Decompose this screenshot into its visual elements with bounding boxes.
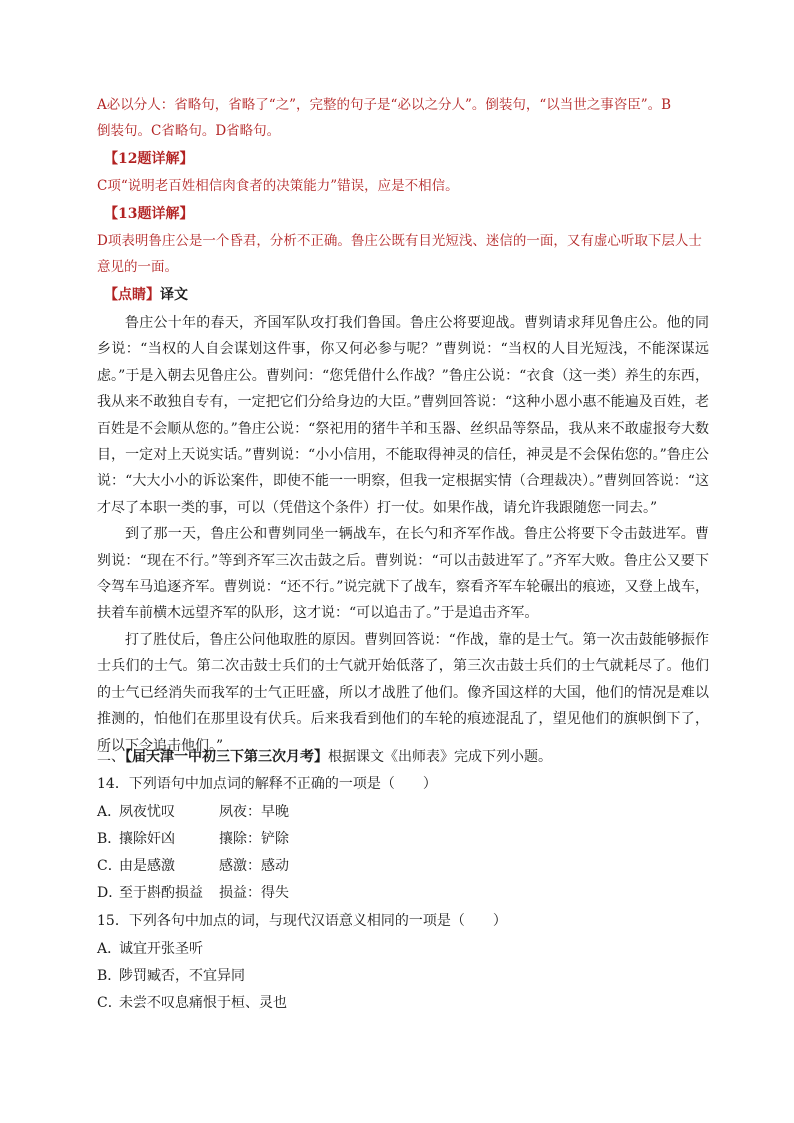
q14-option-c [97,857,289,875]
section-2-source: 【届天津一中初三下第三次月考】 [125,749,328,765]
translation-block [97,310,709,759]
q14-stem: 14．下列语句中加点词的解释不正确的一项是（ ） [97,776,437,792]
option-phrase: 攘除奸凶 [119,831,175,847]
option-text: 诚宜开张圣听 [119,941,203,957]
option-label: C． [97,995,122,1011]
q15-stem: 15．下列各句中加点的词，与现代汉语意义相同的一项是（ ） [97,913,507,929]
dianjing-heading: 【点睛】译文 [104,287,188,303]
translation-paragraph-1: 鲁庄公十年的春天，齐国军队攻打我们鲁国。鲁庄公将要迎战。曹刿请求拜见鲁庄公。他的同乡说：“当权的人自会谋划这件事，你又何必参与呢？”曹刿说：“当权的人目光短浅，不能深谋远虑。”于是入朝去见鲁庄公。曹刿问：“您凭借什么作战？”鲁庄公说：“衣食（这一类）养生的东西，我从来不敢独自专有，一定把它们分给身边的大臣。”曹刿回答说：“这种小恩小惠不能遍及百姓，老百姓是不会顺从您的。”鲁庄公说：“祭祀用的猪牛羊和玉器、丝织品等祭品，我从来不敢虚报夸大数目，一定对上天说实话。”曹刿说：“小小信用，不能取得神灵的信任，神灵是不会保佑您的。”鲁庄公说：“大大小小的诉讼案件，即使不能一一明察，但我一定根据实情（合理裁决）。”曹刿回答说：“这才尽了本职一类的事，可以（凭借这个条件）打一仗。如果作战，请允许我跟随您一同去。” [97,315,709,516]
section-2-instruction: 根据课文《出师表》完成下列小题。 [328,749,552,765]
translation-paragraph-2: 到了那一天，鲁庄公和曹刿同坐一辆战车，在长勺和齐军作战。鲁庄公将要下令击鼓进军。曹刿说：“现在不行。”等到齐军三次击鼓之后。曹刿说：“可以击鼓进军了。”齐军大败。鲁庄公又要下令驾车马追逐齐军。曹刿说：“还不行。”说完就下了战车，察看齐军车轮碾出的痕迹，又登上战车，扶着车前横木远望齐军的队形，这才说：“可以追击了。”于是追击齐军。 [97,526,709,622]
option-text: 未尝不叹息痛恨于桓、灵也 [119,995,287,1011]
option-gloss: 夙夜：早晚 [219,804,289,820]
q15-option-c [97,994,287,1012]
option-label: C． [97,858,122,874]
option-gloss: 损益：得失 [219,885,289,901]
translation-paragraph-3: 打了胜仗后，鲁庄公问他取胜的原因。曹刿回答说：“作战，靠的是士气。第一次击鼓能够振作士兵们的士气。第二次击鼓士兵们的士气就开始低落了，第三次击鼓士兵们的士气就耗尽了。他们的士气已经消失而我军的士气正旺盛，所以才战胜了他们。像齐国这样的大国，他们的情况是难以推测的，怕他们在那里设有伏兵。后来我看到他们的车轮的痕迹混乱了，望见他们的旗帜倒下了，所以下令追击他们。” [97,631,709,754]
q12-explanation: C项“说明老百姓相信肉食者的决策能力”错误，应是不相信。 [97,178,459,194]
q14-option-d [97,884,289,902]
option-label: A． [97,941,122,957]
section-2-heading [97,748,552,766]
option-label: D． [97,885,123,901]
q14-option-b [97,830,289,848]
option-phrase: 至于斟酌损益 [119,885,203,901]
section-2-prefix: 二、 [97,749,125,765]
answer-11-line-1: A必以分人：省略句，省略了“之”，完整的句子是“必以之分人”。倒装句，“以当世之事咨臣”。B [97,97,672,113]
q13-heading: 【13题详解】 [104,206,194,222]
option-phrase: 夙夜忧叹 [119,804,175,820]
q13-explanation-line-1: D项表明鲁庄公是一个昏君，分析不正确。鲁庄公既有目光短浅、迷信的一面，又有虚心听取下层人士 [97,233,702,249]
q15-option-a [97,940,203,958]
q13-explanation-line-2: 意见的一面。 [97,259,178,275]
option-label: A． [97,804,122,820]
option-gloss: 感激：感动 [219,858,289,874]
q15-option-b [97,967,245,985]
q14-option-a [97,803,289,821]
q12-heading: 【12题详解】 [104,151,194,167]
option-label: B． [97,831,122,847]
option-phrase: 由是感激 [119,858,175,874]
option-gloss: 攘除：铲除 [219,831,289,847]
option-text: 陟罚臧否，不宜异同 [119,968,245,984]
answer-11-line-2: 倒装句。C省略句。D省略句。 [97,123,281,139]
option-label: B． [97,968,122,984]
